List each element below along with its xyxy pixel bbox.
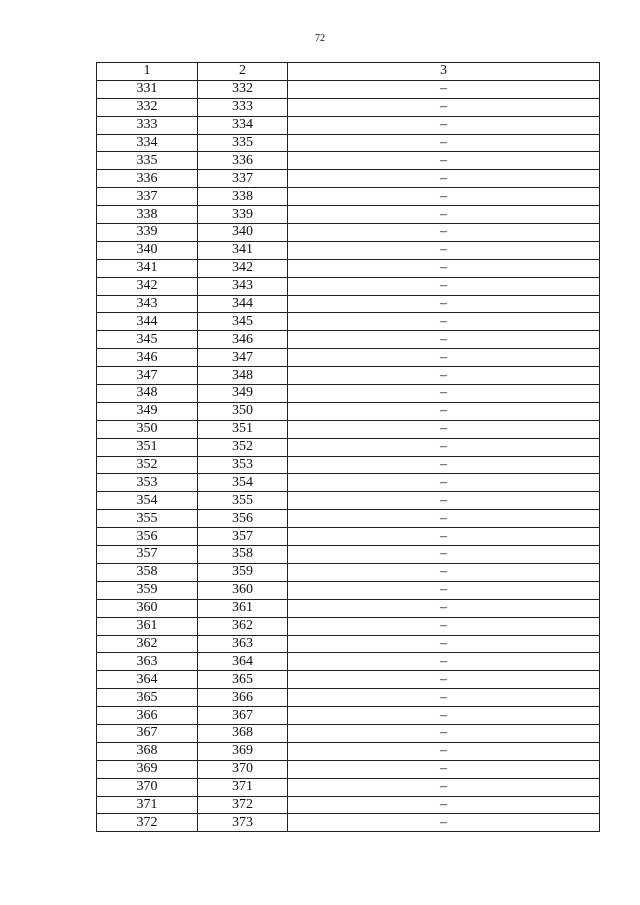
table-row	[97, 617, 600, 635]
table-cell-col-2: 347	[198, 349, 288, 367]
table-cell-col-3: –	[288, 617, 600, 635]
table-cell-col-1: 334	[97, 134, 198, 152]
table-cell-col-2: 367	[198, 707, 288, 725]
table-cell-col-3: –	[288, 599, 600, 617]
table-cell-col-2: 360	[198, 581, 288, 599]
table-cell-col-3: –	[288, 385, 600, 403]
table-cell-col-2: 352	[198, 438, 288, 456]
table-cell-col-2: 365	[198, 671, 288, 689]
header-cell-col-3: 3	[288, 63, 600, 81]
table-row	[97, 116, 600, 134]
table-header	[97, 63, 600, 81]
table-cell-col-1: 345	[97, 331, 198, 349]
table-cell-col-2: 368	[198, 724, 288, 742]
table-row	[97, 98, 600, 116]
table-cell-col-3: –	[288, 546, 600, 564]
table-cell-col-2: 345	[198, 313, 288, 331]
table-cell-col-1: 335	[97, 152, 198, 170]
table-cell-col-3: –	[288, 331, 600, 349]
table-row	[97, 724, 600, 742]
table-cell-col-1: 349	[97, 402, 198, 420]
table-cell-col-1: 343	[97, 295, 198, 313]
table-cell-col-1: 354	[97, 492, 198, 510]
table-row	[97, 581, 600, 599]
table-cell-col-1: 358	[97, 563, 198, 581]
table-cell-col-3: –	[288, 689, 600, 707]
table-cell-col-1: 371	[97, 796, 198, 814]
table-cell-col-2: 346	[198, 331, 288, 349]
table-cell-col-1: 331	[97, 80, 198, 98]
table-cell-col-1: 362	[97, 635, 198, 653]
table-row	[97, 456, 600, 474]
table-row	[97, 224, 600, 242]
table-cell-col-3: –	[288, 438, 600, 456]
table-cell-col-3: –	[288, 98, 600, 116]
table-cell-col-1: 360	[97, 599, 198, 617]
table-cell-col-2: 348	[198, 367, 288, 385]
table-cell-col-2: 334	[198, 116, 288, 134]
table-row	[97, 599, 600, 617]
table-cell-col-3: –	[288, 760, 600, 778]
table-cell-col-1: 341	[97, 259, 198, 277]
table-cell-col-2: 338	[198, 188, 288, 206]
table-row	[97, 707, 600, 725]
table-cell-col-2: 359	[198, 563, 288, 581]
table-cell-col-1: 346	[97, 349, 198, 367]
table-cell-col-2: 351	[198, 420, 288, 438]
table-cell-col-2: 343	[198, 277, 288, 295]
table-cell-col-3: –	[288, 456, 600, 474]
table-cell-col-3: –	[288, 635, 600, 653]
table-cell-col-2: 340	[198, 224, 288, 242]
table-row	[97, 653, 600, 671]
table-cell-col-1: 361	[97, 617, 198, 635]
table-cell-col-2: 332	[198, 80, 288, 98]
table-cell-col-3: –	[288, 224, 600, 242]
table-row	[97, 331, 600, 349]
table-cell-col-3: –	[288, 724, 600, 742]
table-cell-col-3: –	[288, 528, 600, 546]
table-cell-col-1: 347	[97, 367, 198, 385]
table-cell-col-1: 338	[97, 206, 198, 224]
table-row	[97, 188, 600, 206]
table-cell-col-3: –	[288, 188, 600, 206]
table-cell-col-2: 373	[198, 814, 288, 832]
table-row	[97, 796, 600, 814]
table-cell-col-1: 348	[97, 385, 198, 403]
table-row	[97, 170, 600, 188]
table-cell-col-3: –	[288, 80, 600, 98]
table-cell-col-1: 356	[97, 528, 198, 546]
table-cell-col-2: 358	[198, 546, 288, 564]
table-cell-col-1: 364	[97, 671, 198, 689]
table-cell-col-3: –	[288, 510, 600, 528]
table-cell-col-1: 339	[97, 224, 198, 242]
table-cell-col-1: 369	[97, 760, 198, 778]
table-cell-col-1: 365	[97, 689, 198, 707]
table-row	[97, 259, 600, 277]
table-cell-col-3: –	[288, 170, 600, 188]
table-row	[97, 313, 600, 331]
table-cell-col-2: 357	[198, 528, 288, 546]
table-cell-col-1: 372	[97, 814, 198, 832]
table-cell-col-2: 356	[198, 510, 288, 528]
table-cell-col-1: 337	[97, 188, 198, 206]
header-cell-col-2: 2	[198, 63, 288, 81]
table-row	[97, 80, 600, 98]
table-cell-col-2: 364	[198, 653, 288, 671]
table-cell-col-2: 333	[198, 98, 288, 116]
table-cell-col-3: –	[288, 581, 600, 599]
table-cell-col-2: 353	[198, 456, 288, 474]
table-cell-col-1: 350	[97, 420, 198, 438]
table-row	[97, 277, 600, 295]
table-cell-col-2: 366	[198, 689, 288, 707]
table-cell-col-1: 333	[97, 116, 198, 134]
table-row	[97, 402, 600, 420]
table-cell-col-1: 370	[97, 778, 198, 796]
table-row	[97, 438, 600, 456]
table-cell-col-3: –	[288, 152, 600, 170]
table-cell-col-3: –	[288, 349, 600, 367]
table-cell-col-3: –	[288, 295, 600, 313]
table-cell-col-1: 368	[97, 742, 198, 760]
table-row	[97, 671, 600, 689]
table-cell-col-1: 340	[97, 241, 198, 259]
data-table	[96, 62, 600, 832]
table-cell-col-3: –	[288, 814, 600, 832]
table-cell-col-2: 337	[198, 170, 288, 188]
table-row	[97, 689, 600, 707]
table-row	[97, 760, 600, 778]
table-row	[97, 152, 600, 170]
table-row	[97, 367, 600, 385]
table-cell-col-1: 342	[97, 277, 198, 295]
table-row	[97, 349, 600, 367]
table-cell-col-3: –	[288, 492, 600, 510]
table-cell-col-3: –	[288, 367, 600, 385]
table-cell-col-3: –	[288, 277, 600, 295]
table-cell-col-2: 369	[198, 742, 288, 760]
table-cell-col-2: 354	[198, 474, 288, 492]
table-cell-col-2: 339	[198, 206, 288, 224]
table-cell-col-3: –	[288, 742, 600, 760]
table-row	[97, 241, 600, 259]
table-row	[97, 742, 600, 760]
table-cell-col-3: –	[288, 206, 600, 224]
table-row	[97, 528, 600, 546]
table-row	[97, 510, 600, 528]
table-cell-col-2: 341	[198, 241, 288, 259]
table-body	[97, 80, 600, 831]
table-row	[97, 492, 600, 510]
table-cell-col-1: 353	[97, 474, 198, 492]
table-cell-col-3: –	[288, 474, 600, 492]
table-cell-col-1: 359	[97, 581, 198, 599]
table-row	[97, 546, 600, 564]
table-cell-col-1: 355	[97, 510, 198, 528]
table-cell-col-2: 363	[198, 635, 288, 653]
table-cell-col-1: 366	[97, 707, 198, 725]
table-cell-col-3: –	[288, 134, 600, 152]
table-row	[97, 420, 600, 438]
table-cell-col-2: 349	[198, 385, 288, 403]
table-row	[97, 778, 600, 796]
table-cell-col-1: 332	[97, 98, 198, 116]
table-cell-col-2: 350	[198, 402, 288, 420]
table-cell-col-1: 352	[97, 456, 198, 474]
table-cell-col-3: –	[288, 671, 600, 689]
table-cell-col-2: 371	[198, 778, 288, 796]
table-cell-col-3: –	[288, 116, 600, 134]
table-cell-col-2: 342	[198, 259, 288, 277]
table-cell-col-3: –	[288, 778, 600, 796]
table-cell-col-1: 357	[97, 546, 198, 564]
table-cell-col-2: 372	[198, 796, 288, 814]
table-cell-col-1: 367	[97, 724, 198, 742]
table-cell-col-3: –	[288, 313, 600, 331]
table-cell-col-3: –	[288, 563, 600, 581]
table-cell-col-2: 362	[198, 617, 288, 635]
table-row	[97, 206, 600, 224]
table-row	[97, 474, 600, 492]
table-cell-col-3: –	[288, 241, 600, 259]
table-cell-col-2: 361	[198, 599, 288, 617]
table-cell-col-3: –	[288, 420, 600, 438]
header-cell-col-1: 1	[97, 63, 198, 81]
table-row	[97, 563, 600, 581]
table-cell-col-2: 336	[198, 152, 288, 170]
table-row	[97, 134, 600, 152]
table-cell-col-1: 336	[97, 170, 198, 188]
table-cell-col-3: –	[288, 707, 600, 725]
table-cell-col-3: –	[288, 653, 600, 671]
table-row	[97, 295, 600, 313]
table-cell-col-1: 363	[97, 653, 198, 671]
table-cell-col-1: 344	[97, 313, 198, 331]
table-cell-col-3: –	[288, 402, 600, 420]
page-number: 72	[315, 33, 325, 44]
table-cell-col-2: 370	[198, 760, 288, 778]
table-cell-col-2: 335	[198, 134, 288, 152]
table-row	[97, 385, 600, 403]
header-row	[97, 63, 600, 81]
table-row	[97, 635, 600, 653]
table-cell-col-2: 344	[198, 295, 288, 313]
table-cell-col-2: 355	[198, 492, 288, 510]
table-cell-col-3: –	[288, 796, 600, 814]
table-cell-col-3: –	[288, 259, 600, 277]
table-cell-col-1: 351	[97, 438, 198, 456]
table-row	[97, 814, 600, 832]
